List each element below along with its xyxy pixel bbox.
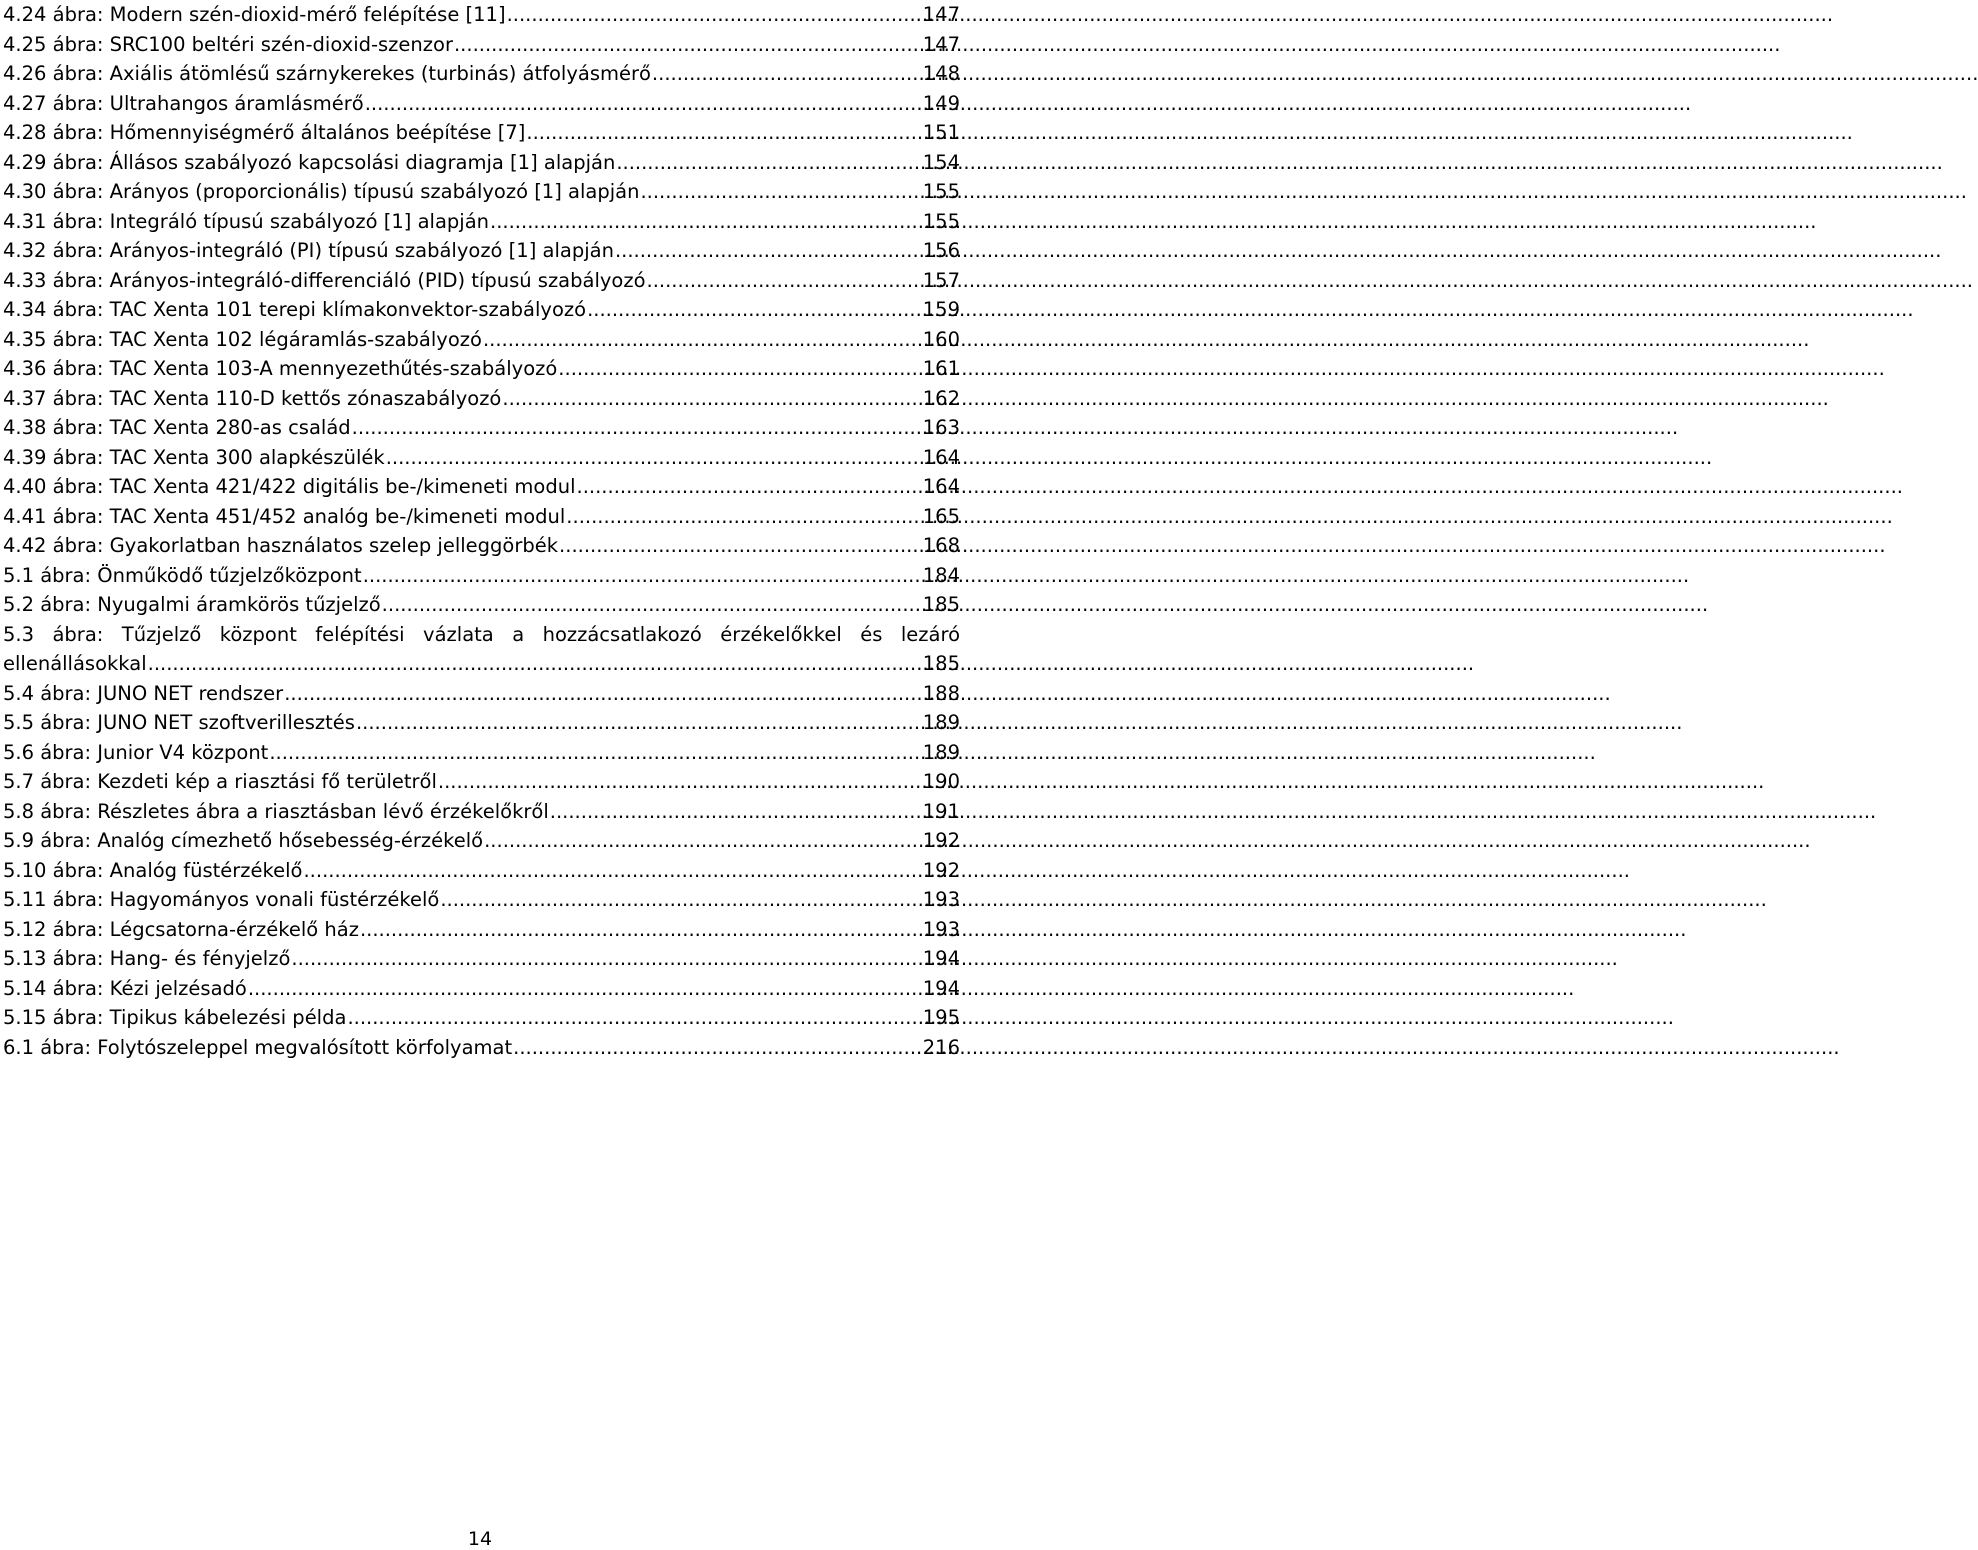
dot-leader: [614, 236, 922, 266]
toc-entry-page: 147: [922, 32, 960, 56]
dot-leader: [501, 384, 922, 414]
toc-entry-label: 5.8 ábra: Részletes ábra a riasztásban lévő érzékelőkről: [3, 799, 549, 823]
toc-entry-page: 192: [922, 858, 960, 882]
toc-entry[interactable]: [3, 885, 960, 915]
toc-entry[interactable]: [3, 266, 960, 296]
toc-entry[interactable]: [3, 30, 960, 60]
dot-leader: [364, 89, 922, 119]
toc-entry-page: 155: [922, 209, 960, 233]
toc-entry[interactable]: [3, 413, 960, 443]
toc-entry-label: 5.2 ábra: Nyugalmi áramkörös tűzjelző: [3, 593, 381, 616]
toc-entry-page: 189: [922, 740, 960, 764]
toc-entry-page: 194: [922, 976, 960, 1000]
toc-entry[interactable]: [3, 354, 960, 384]
toc-entry-label: 4.27 ábra: Ultrahangos áramlásmérő: [3, 91, 364, 115]
toc-entry-label: 4.31 ábra: Integráló típusú szabályozó [1] alapján: [3, 209, 490, 233]
toc-entry-label: 5.12 ábra: Légcsatorna-érzékelő ház: [3, 917, 359, 941]
toc-entry-label: 4.25 ábra: SRC100 beltéri szén-dioxid-szenzor: [3, 32, 453, 56]
toc-entry-page: 189: [922, 711, 960, 734]
dot-leader: [506, 0, 922, 30]
toc-entry-label: 5.5 ábra: JUNO NET szoftverillesztés: [3, 711, 355, 734]
toc-entry-page: 164: [922, 445, 960, 469]
dot-leader: [283, 679, 922, 709]
dot-leader: [646, 266, 922, 296]
dot-leader: [586, 295, 922, 325]
dot-leader: [525, 118, 922, 148]
toc-entry-page: 191: [922, 799, 960, 823]
dot-leader: [362, 561, 922, 591]
dot-leader: [381, 590, 922, 620]
toc-entry[interactable]: [3, 118, 960, 148]
toc-entry[interactable]: [3, 0, 960, 30]
toc-entry-page: 164: [922, 475, 960, 498]
toc-entry-page: 194: [922, 947, 960, 970]
toc-entry-label: 5.13 ábra: Hang- és fényjelző: [3, 947, 291, 970]
dot-leader: [346, 1003, 922, 1033]
toc-entry-label: 5.7 ábra: Kezdeti kép a riasztási fő területről: [3, 770, 437, 793]
toc-entry-label: 4.42 ábra: Gyakorlatban használatos szelep jelleggörbék: [3, 534, 559, 557]
toc-entry-page: 195: [922, 1006, 960, 1029]
toc-entry-page: 151: [922, 121, 960, 144]
toc-entry-page: 156: [922, 239, 960, 262]
toc-entry-label: 4.28 ábra: Hőmennyiségmérő általános beépítése [7]: [3, 121, 526, 144]
toc-entry[interactable]: [3, 502, 960, 532]
toc-entry[interactable]: [3, 856, 960, 886]
toc-entries-group: [3, 0, 960, 620]
dot-leader: [359, 915, 922, 945]
toc-entry[interactable]: [3, 974, 960, 1004]
dot-leader: [557, 354, 922, 384]
dot-leader: [147, 649, 922, 679]
toc-entry-page: 161: [922, 357, 960, 380]
toc-entry-label: 5.14 ábra: Kézi jelzésadó: [3, 976, 247, 1000]
dot-leader: [639, 177, 922, 207]
dot-leader: [615, 148, 922, 178]
dot-leader: [565, 502, 922, 532]
toc-entry-page: 157: [922, 268, 960, 292]
toc-entry[interactable]: [3, 443, 960, 473]
toc-entry-page: 216: [922, 1035, 960, 1059]
toc-entry-label: 4.40 ábra: TAC Xenta 421/422 digitális be-/kimeneti modul: [3, 475, 576, 498]
toc-entry-label: 5.4 ábra: JUNO NET rendszer: [3, 681, 284, 705]
toc-entry[interactable]: [3, 826, 960, 856]
dot-leader: [651, 59, 922, 89]
toc-entry-label: 5.15 ábra: Tipikus kábelezési példa: [3, 1006, 347, 1029]
dot-leader: [558, 531, 922, 561]
dot-leader: [290, 944, 922, 974]
dot-leader: [355, 708, 922, 738]
toc-entry-label: 5.1 ábra: Önműködő tűzjelzőközpont: [3, 563, 362, 587]
list-of-figures: [3, 0, 960, 1062]
toc-entry-page: 192: [922, 829, 960, 852]
toc-entry-label: 5.10 ábra: Analóg füstérzékelő: [3, 858, 303, 882]
dot-leader: [268, 738, 922, 768]
toc-entry-label: 4.38 ábra: TAC Xenta 280-as család: [3, 416, 351, 439]
toc-entry[interactable]: [3, 177, 960, 207]
toc-entry[interactable]: [3, 915, 960, 945]
toc-entry[interactable]: [3, 708, 960, 738]
toc-entry-label: 4.39 ábra: TAC Xenta 300 alapkészülék: [3, 445, 385, 469]
toc-entry-label: 4.34 ábra: TAC Xenta 101 terepi klímakonvektor-szabályozó: [3, 298, 587, 321]
toc-entry[interactable]: [3, 679, 960, 709]
toc-entry[interactable]: [3, 767, 960, 797]
dot-leader: [437, 767, 922, 797]
toc-entry[interactable]: [3, 1033, 960, 1063]
toc-entry[interactable]: [3, 384, 960, 414]
dot-leader: [302, 856, 922, 886]
toc-entry-page: 155: [922, 180, 960, 203]
toc-entry-label: 4.29 ábra: Állásos szabályozó kapcsolási diagramja [1] alapján: [3, 150, 616, 174]
toc-entry-label: 6.1 ábra: Folytószeleppel megvalósított körfolyamat: [3, 1035, 513, 1059]
toc-entry-label: 4.35 ábra: TAC Xenta 102 légáramlás-szabályozó: [3, 327, 482, 351]
toc-entry[interactable]: [3, 236, 960, 266]
toc-entry-page: 193: [922, 888, 960, 911]
toc-entry[interactable]: [3, 797, 960, 827]
toc-entry[interactable]: [3, 89, 960, 119]
toc-entry[interactable]: [3, 148, 960, 178]
toc-entry-label: 4.32 ábra: Arányos-integráló (PI) típusú szabályozó [1] alapján: [3, 239, 614, 262]
dot-leader: [453, 30, 922, 60]
toc-entry[interactable]: [3, 531, 960, 561]
toc-entry-label: 4.24 ábra: Modern szén-dioxid-mérő felépítése [11]: [3, 3, 506, 26]
toc-entry-label: 4.41 ábra: TAC Xenta 451/452 analóg be-/kimeneti modul: [3, 504, 566, 528]
toc-entry-label: 5.9 ábra: Analóg címezhető hősebesség-érzékelő: [3, 829, 484, 852]
dot-leader: [385, 443, 922, 473]
toc-entry-label: 5.6 ábra: Junior V4 központ: [3, 740, 269, 764]
toc-entry-page: 160: [922, 327, 960, 351]
dot-leader: [482, 325, 922, 355]
toc-entry-label: 4.26 ábra: Axiális átömlésű szárnykerekes (turbinás) átfolyásmérő: [3, 62, 651, 85]
toc-entry[interactable]: [3, 590, 960, 620]
toc-entry-label: 4.36 ábra: TAC Xenta 103-A mennyezethűtés-szabályozó: [3, 357, 558, 380]
dot-leader: [549, 797, 922, 827]
toc-entry-page: 190: [922, 770, 960, 793]
toc-entry-label-continued: ellenállásokkal: [3, 652, 147, 675]
dot-leader: [439, 885, 922, 915]
toc-entry-label: 5.3 ábra: Tűzjelző központ felépítési vázlata a hozzácsatlakozó érzékelőkkel és lezáró: [3, 622, 960, 646]
toc-entry[interactable]: [3, 472, 960, 502]
toc-entry-page: 147: [922, 3, 960, 26]
toc-entry[interactable]: [3, 1003, 960, 1033]
toc-entry-label: 4.30 ábra: Arányos (proporcionális) típusú szabályozó [1] alapján: [3, 180, 640, 203]
toc-entry-label: 4.33 ábra: Arányos-integráló-differenciáló (PID) típusú szabályozó: [3, 268, 646, 292]
dot-leader: [247, 974, 922, 1004]
toc-entry[interactable]: [3, 944, 960, 974]
dot-leader: [576, 472, 923, 502]
toc-entry-page: 162: [922, 386, 960, 410]
toc-entry[interactable]: [3, 295, 960, 325]
page-number: 14: [467, 1528, 493, 1550]
dot-leader: [512, 1033, 922, 1063]
toc-entry-page: 148: [922, 62, 960, 85]
toc-entry-page: 185: [922, 652, 960, 675]
toc-entry-page: 168: [922, 534, 960, 557]
toc-entry-page: 193: [922, 917, 960, 941]
document-page: [0, 0, 960, 1550]
toc-entry-label: 4.37 ábra: TAC Xenta 110-D kettős zónaszabályozó: [3, 386, 502, 410]
toc-entry-page: 188: [922, 681, 960, 705]
toc-entry[interactable]: [3, 59, 960, 89]
toc-entry-page: 163: [922, 416, 960, 439]
toc-entry-page: 149: [922, 91, 960, 115]
dot-leader: [489, 207, 922, 237]
toc-entry-page: 159: [922, 298, 960, 321]
toc-entry[interactable]: [3, 325, 960, 355]
toc-entry[interactable]: [3, 620, 960, 679]
dot-leader: [483, 826, 922, 856]
toc-entry-page: 165: [922, 504, 960, 528]
toc-entry-page: 184: [922, 563, 960, 587]
toc-entry-continuation: [3, 649, 960, 679]
toc-entry-page: 154: [922, 150, 960, 174]
toc-entries-group: [3, 679, 960, 1063]
toc-entry[interactable]: [3, 738, 960, 768]
toc-entry-page: 185: [922, 593, 960, 616]
toc-entry[interactable]: [3, 207, 960, 237]
toc-entry-label: 5.11 ábra: Hagyományos vonali füstérzékelő: [3, 888, 440, 911]
dot-leader: [351, 413, 922, 443]
toc-entry[interactable]: [3, 561, 960, 591]
